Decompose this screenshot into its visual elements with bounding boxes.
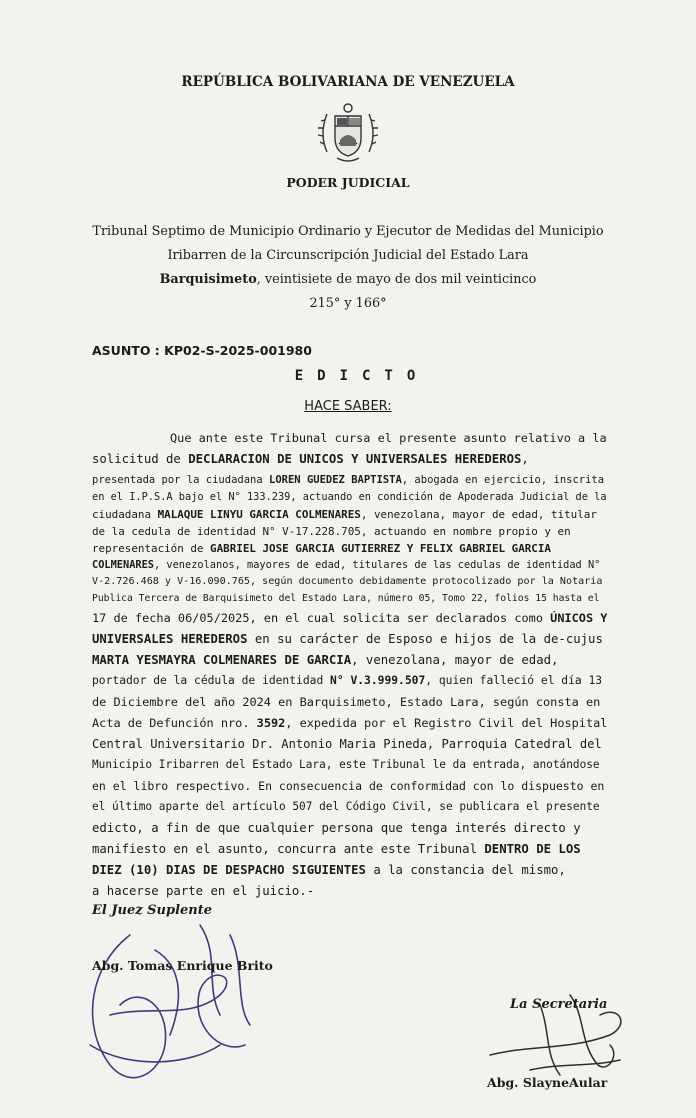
text: Acta de Defunción nro. (92, 716, 257, 730)
city: Barquisimeto (159, 272, 257, 287)
body-line-16 (92, 716, 607, 730)
coat-of-arms-icon (313, 98, 383, 168)
text: en su carácter de Esposo e hijos de la de-cujus (247, 632, 603, 646)
text-bold: UNIVERSALES HEREDEROS (92, 632, 248, 646)
body-line-19: en el libro respectivo. En consecuencia de conformidad con lo dispuesto en (92, 779, 605, 793)
body-line-20: el último aparte del artículo 507 del Código Civil, se publicara el presente (92, 800, 600, 813)
text-bold: N° V.3.999.507 (330, 674, 426, 687)
body-line-23 (92, 863, 607, 877)
body-line-5 (92, 508, 607, 521)
text-bold: GABRIEL JOSE GARCIA GUTIERREZ Y FELIX GABRIEL GARCIA (210, 542, 551, 555)
text-bold: DENTRO DE LOS (484, 842, 581, 856)
document-title: EDICTO (294, 368, 430, 384)
body-line-14 (92, 674, 607, 687)
secretary-title: La Secretaria (510, 997, 608, 1012)
tribunal-block (0, 220, 696, 316)
body-line-18: Municipio Iribarren del Estado Lara, este Tribunal le da entrada, anotándose (92, 758, 600, 771)
text: , venezolanos, mayores de edad, titulares de las cedulas de identidad N° (154, 559, 601, 571)
text: , expedida por el Registro Civil del Hospital (285, 716, 607, 730)
text: , abogada en ejercicio, inscrita (401, 474, 605, 486)
tribunal-line-1: Tribunal Septimo de Municipio Ordinario y Ejecutor de Medidas del Municipio (92, 224, 604, 239)
body-line-10: Publica Tercera de Barquisimeto del Estado Lara, número 05, Tomo 22, folios 15 hasta el (92, 593, 600, 604)
hace-saber: HACE SABER: (304, 399, 392, 414)
text: , (521, 452, 529, 466)
body-line-17: Central Universitario Dr. Antonio Maria Pineda, Parroquia Catedral del (92, 737, 602, 751)
text: solicitud de (92, 452, 189, 466)
text: presentada por la ciudadana (92, 474, 270, 486)
body-line-8 (92, 559, 607, 571)
text: manifiesto en el asunto, concurra ante este Tribunal (92, 842, 485, 856)
text: , venezolana, mayor de edad, titular (360, 508, 597, 521)
date-text: , veintisiete de mayo de dos mil veinticinco (256, 272, 537, 287)
text: a la constancia del mismo, (365, 863, 566, 877)
asunto-line: ASUNTO : KP02-S-2025-001980 (92, 343, 312, 358)
date-line (0, 268, 696, 292)
text: , quien falleció el día 13 (425, 674, 603, 687)
body-line-13 (92, 653, 607, 667)
body-line-15: de Diciembre del año 2024 en Barquisimeto, Estado Lara, según consta en (92, 695, 601, 709)
judge-name: Abg. Tomas Enrique Brito (92, 958, 273, 973)
text-bold: COLMENARES (92, 559, 154, 571)
body-line-3 (92, 474, 607, 486)
text: representación de (92, 542, 211, 555)
text-bold: MALAQUE LINYU GARCIA COLMENARES (157, 508, 361, 521)
body-line-2 (92, 452, 607, 466)
body-line-24: a hacerse parte en el juicio.- (92, 884, 315, 898)
body-line-7 (92, 542, 607, 555)
years-line: 215° y 166° (309, 296, 387, 311)
text-bold: DIEZ (10) DIAS DE DESPACHO SIGUIENTES (92, 863, 366, 877)
body-line-21: edicto, a fin de que cualquier persona que tenga interés directo y (92, 821, 581, 835)
secretary-signature-icon (470, 975, 640, 1085)
text: , venezolana, mayor de edad, (351, 653, 559, 667)
power-heading: PODER JUDICIAL (286, 175, 410, 190)
body-line-11 (92, 611, 607, 625)
body-line-4: en el I.P.S.A bajo el N° 133.239, actuando en condición de Apoderada Judicial de la (92, 491, 607, 503)
body-line-9: V-2.726.468 y V-16.090.765, según documento debidamente protocolizado por la Notaria (92, 576, 603, 587)
text-bold: ÚNICOS Y (550, 611, 607, 625)
judge-title: El Juez Suplente (92, 903, 213, 918)
text: ciudadana (92, 508, 158, 521)
tribunal-line-2: Iribarren de la Circunscripción Judicial del Estado Lara (167, 248, 529, 263)
text-bold: LOREN GUEDEZ BAPTISTA (269, 474, 402, 486)
judge-signature-icon (70, 895, 290, 1095)
secretary-name: Abg. SlayneAular (487, 1075, 608, 1090)
body-line-12 (92, 632, 607, 646)
body-line-6: de la cedula de identidad N° V-17.228.705, actuando en nombre propio y en (92, 525, 571, 538)
text: portador de la cédula de identidad (92, 674, 331, 687)
body-line-1: Que ante este Tribunal cursa el presente asunto relativo a la (170, 431, 607, 445)
text: 17 de fecha 06/05/2025, en el cual solicita ser declarados como (92, 611, 551, 625)
text-bold: DECLARACION DE UNICOS Y UNIVERSALES HEREDEROS (188, 452, 522, 466)
republic-heading: REPÚBLICA BOLIVARIANA DE VENEZUELA (181, 74, 515, 90)
text-bold: 3592 (256, 716, 286, 730)
text-bold: MARTA YESMAYRA COLMENARES DE GARCIA (92, 653, 352, 667)
body-line-22 (92, 842, 607, 856)
